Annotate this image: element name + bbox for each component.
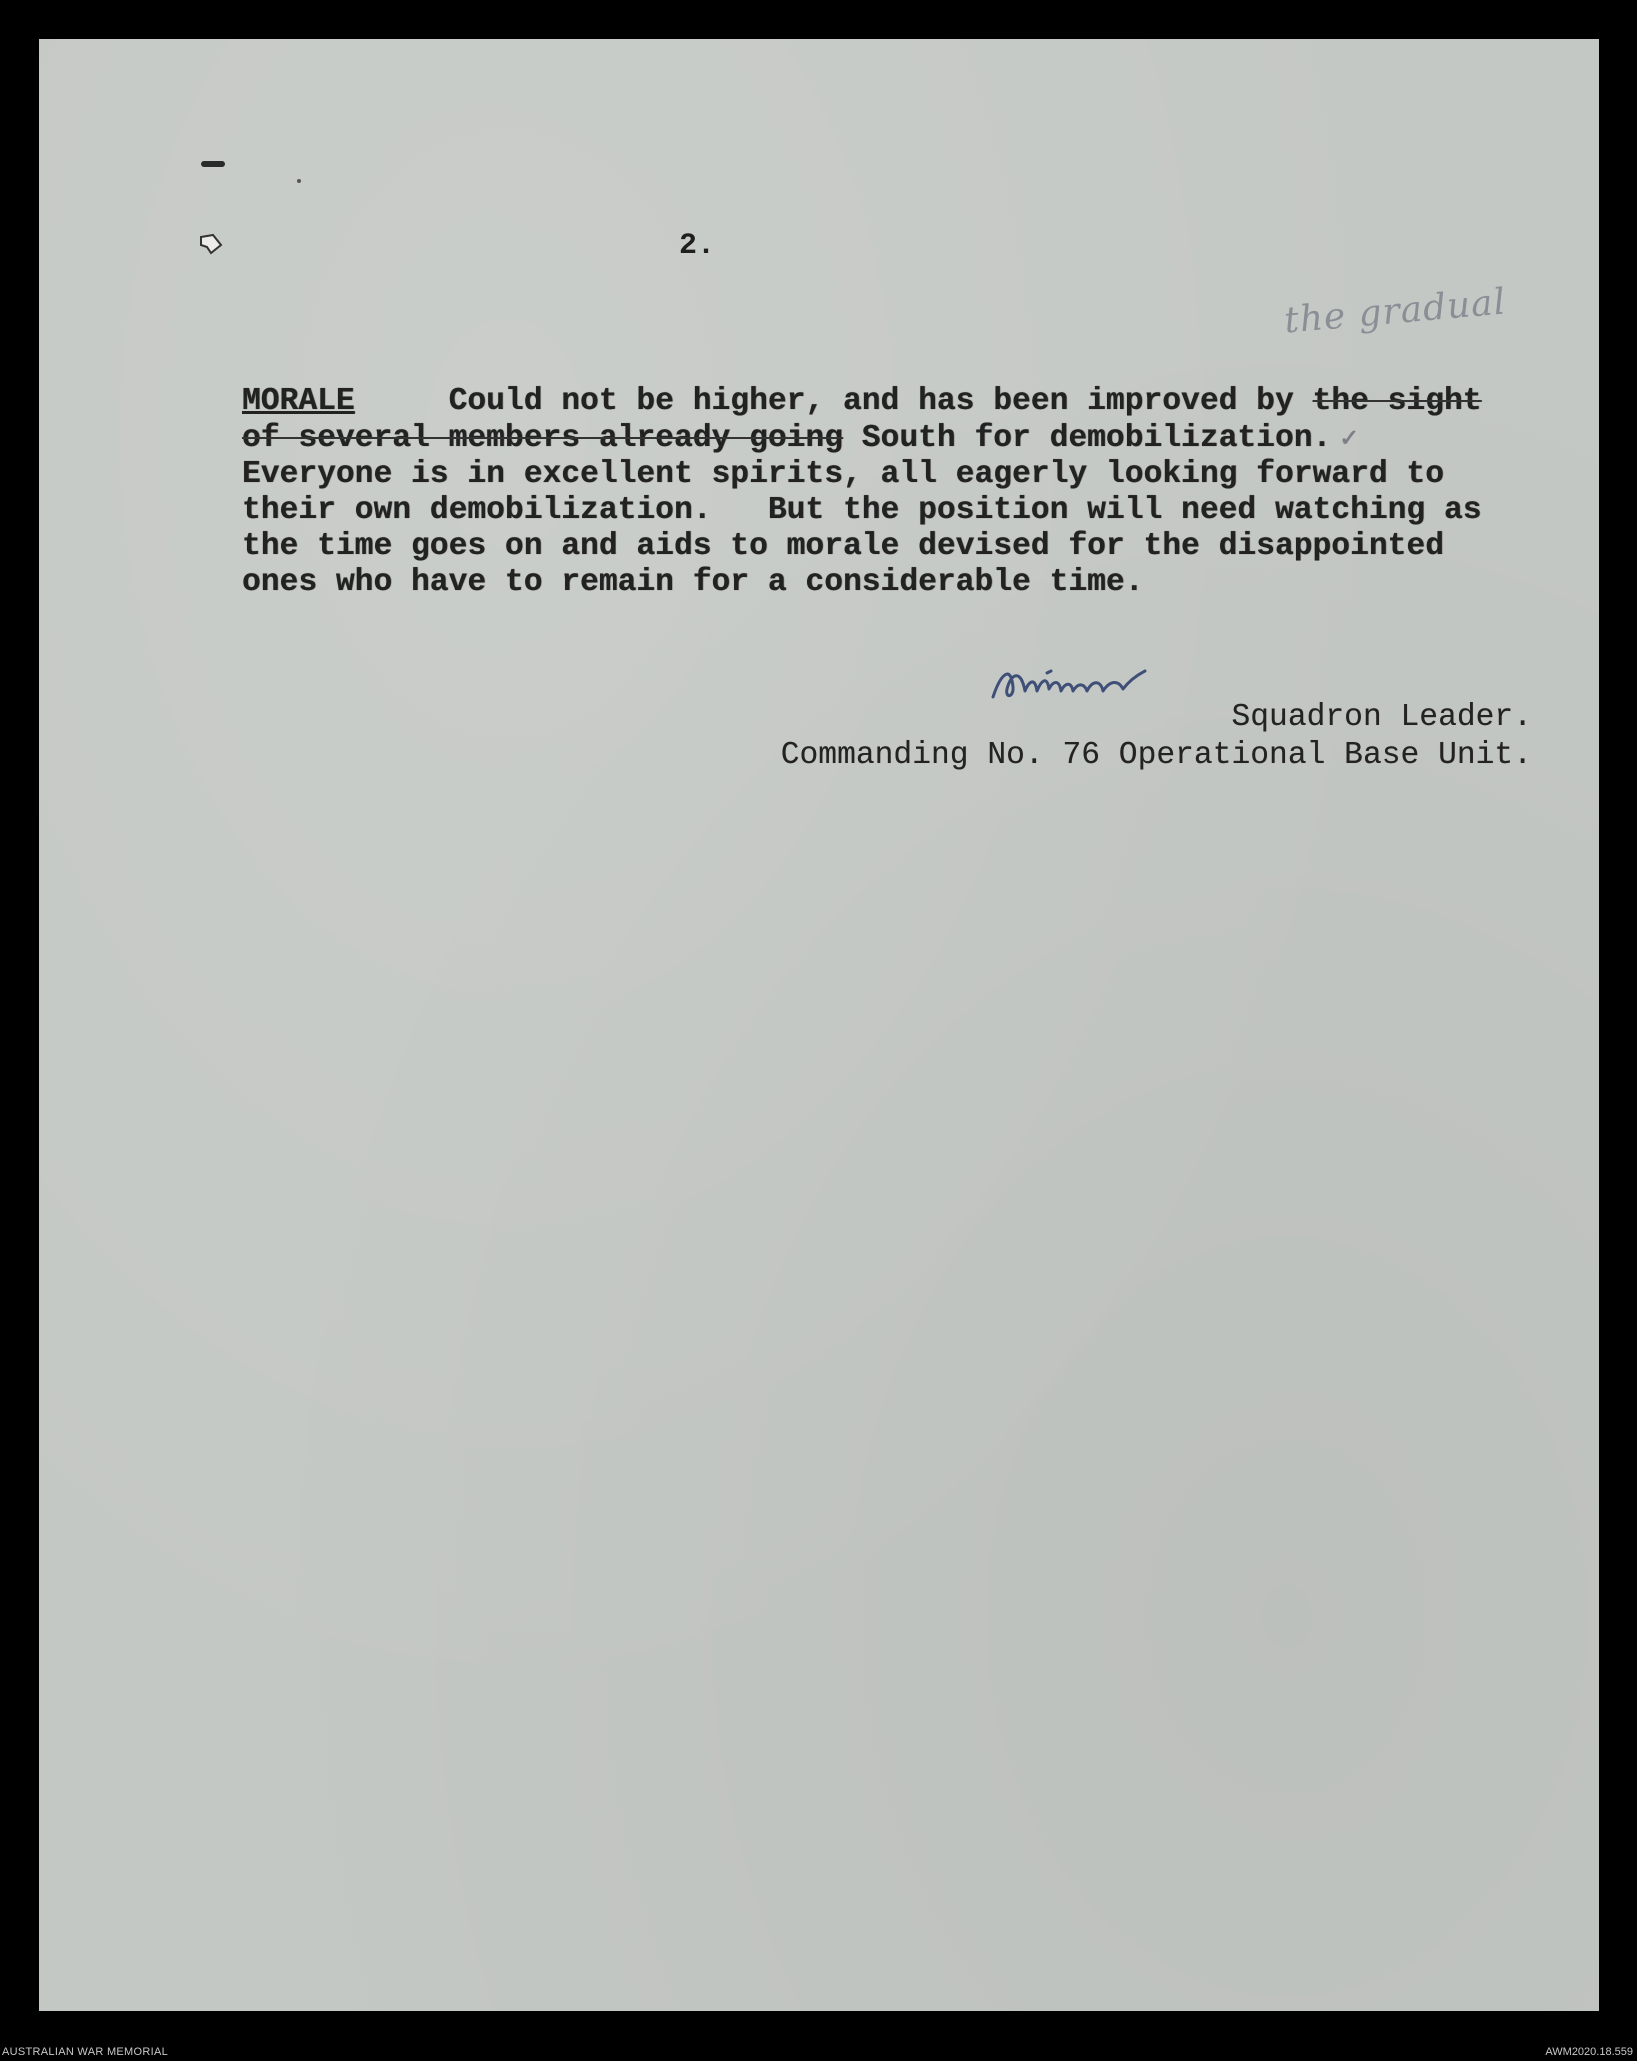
paragraph-line-3: Everyone is in excellent spirits, all eagerly looking forward to — [242, 457, 1444, 492]
paragraph-line-1 — [242, 384, 1532, 420]
signatory-unit: Commanding No. 76 Operational Base Unit. — [780, 738, 1532, 773]
line-text: Could not be higher, and has been improved by — [354, 384, 1313, 419]
struck-text: of several members already going — [242, 421, 843, 456]
archive-credit: AUSTRALIAN WAR MEMORIAL — [2, 2046, 169, 2058]
punch-hole-mark — [199, 233, 223, 255]
page-number: 2. — [679, 229, 716, 263]
staple-mark — [201, 161, 225, 167]
section-heading: MORALE — [242, 384, 355, 419]
paragraph-line-2 — [242, 420, 1532, 457]
paragraph-line-4: their own demobilization. But the position will need watching as — [242, 493, 1482, 528]
line-text: South for demobilization. — [843, 421, 1332, 456]
paragraph-line-6: ones who have to remain for a considerable time. — [242, 565, 1144, 600]
body-paragraph — [242, 384, 1532, 601]
check-mark-icon: ✓ — [1331, 424, 1360, 452]
ink-speck — [297, 179, 301, 183]
signatory-rank: Squadron Leader. — [1231, 700, 1532, 735]
document-page — [39, 39, 1599, 2011]
struck-text: the sight — [1312, 384, 1482, 419]
archive-item-number: AWM2020.18.559 — [1545, 2046, 1633, 2058]
signature-block — [242, 699, 1532, 775]
paragraph-line-5: the time goes on and aids to morale devised for the disappointed — [242, 529, 1444, 564]
handwritten-annotation: the gradual — [1282, 281, 1508, 342]
